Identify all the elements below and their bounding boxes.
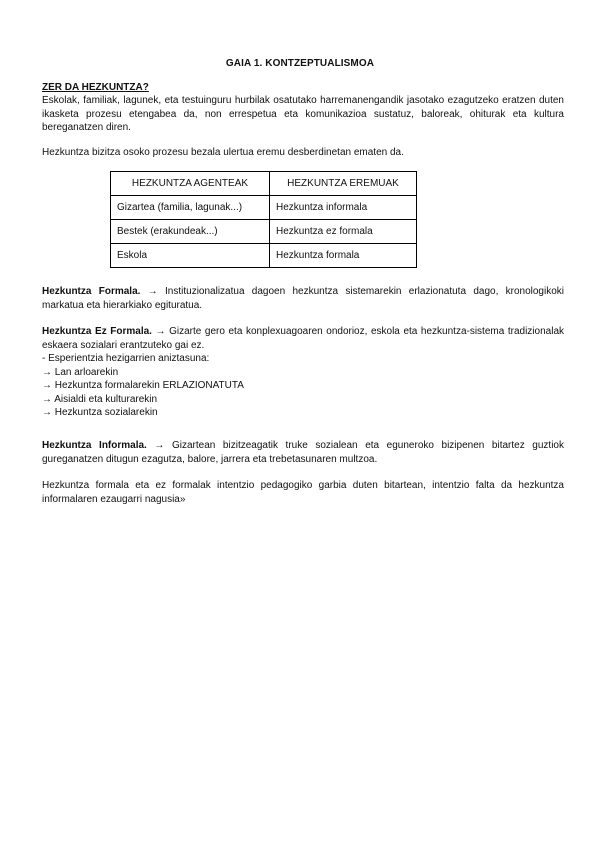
table-cell: Hezkuntza ez formala: [270, 220, 417, 244]
informal-education-term: Hezkuntza Informala.: [42, 440, 147, 451]
nonformal-education-text: → Gizarte gero eta konplexuagoaren ondorioz, eskola eta hezkuntza-sistema tradizionalak eskaera sozialari erantzuteko gai ez.: [42, 326, 564, 351]
table-cell: Eskola: [111, 244, 270, 268]
table-header-cell: HEZKUNTZA EREMUAK: [270, 172, 417, 196]
table-row: [111, 220, 417, 244]
formal-education-term: Hezkuntza Formala.: [42, 286, 141, 297]
nonformal-education-term: Hezkuntza Ez Formala.: [42, 326, 152, 337]
document-title: GAIA 1. KONTZEPTUALISMOA: [225, 58, 375, 69]
education-agents-table: [110, 171, 417, 268]
list-item: → Hezkuntza formalarekin ERLAZIONATUTA: [42, 380, 244, 392]
table-header-cell: HEZKUNTZA AGENTEAK: [111, 172, 270, 196]
table-row: [111, 244, 417, 268]
table-cell: Gizartea (familia, lagunak...): [111, 196, 270, 220]
section-heading: ZER DA HEZKUNTZA?: [42, 82, 149, 93]
table-row: [111, 196, 417, 220]
table-cell: Hezkuntza formala: [270, 244, 417, 268]
list-item: - Esperientzia hezigarrien aniztasuna:: [42, 353, 210, 364]
intro-paragraph: Eskolak, familiak, lagunek, eta testuinguru hurbilak osatutako harremanengandik jasotako ezagutzeko eratzen duten ikasketa prozesu etengabea da, non errespetua eta komunikazioa sustatuz, baloreak, ohiturak eta kultura bereganatzen diren.: [42, 95, 564, 134]
table-cell: Bestek (erakundeak...): [111, 220, 270, 244]
nonformal-education-paragraph: [42, 325, 564, 352]
closing-paragraph: Hezkuntza formala eta ez formalak intentzio pedagogiko garbia duten bitartean, intentzio falta da hezkuntza informalaren ezaugarri nagusia»: [42, 480, 564, 505]
lifelong-paragraph: Hezkuntza bizitza osoko prozesu bezala ulertua eremu desberdinetan ematen da.: [42, 147, 404, 158]
formal-education-paragraph: [42, 285, 564, 312]
table-header-row: [111, 172, 417, 196]
list-item: → Hezkuntza sozialarekin: [42, 407, 158, 419]
list-item: → Aisialdi eta kulturarekin: [42, 393, 158, 405]
list-item: → Lan arloarekin: [42, 366, 119, 378]
informal-education-text: → Gizartean bizitzeagatik truke sozialean eta eguneroko bizipenen bitartez guztiok gureganatzen ditugun ezagutza, balore, jarrera eta trebetasunaren multzoa.: [42, 440, 564, 465]
table-cell: Hezkuntza informala: [270, 196, 417, 220]
informal-education-paragraph: [42, 439, 564, 466]
formal-education-text: → Instituzionalizatua dagoen hezkuntza sistemarekin erlazionatuta dago, kronologikoki markatua eta hierarkiako egituratua.: [42, 286, 564, 311]
nonformal-list: [42, 352, 244, 420]
